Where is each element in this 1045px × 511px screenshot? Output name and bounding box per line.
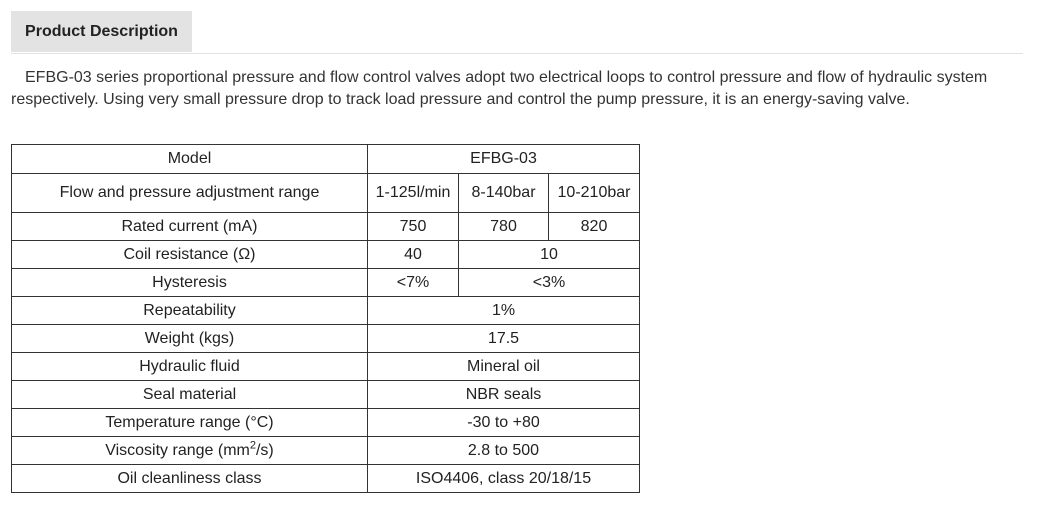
cell-value: 8-140bar <box>459 174 549 213</box>
cell-value: 780 <box>459 213 549 241</box>
table-row <box>12 174 640 213</box>
spec-table <box>11 144 640 493</box>
table-row <box>12 409 640 437</box>
intro-paragraph: EFBG-03 series proportional pressure and flow control valves adopt two electrical loops to control pressure and flow of hydraulic system respectively. Using very small pressure drop to track load pressure and control the pump pressure, it is an energy-saving valve. <box>11 69 988 108</box>
cell-value: 40 <box>368 241 459 269</box>
cell-value: Mineral oil <box>368 353 640 381</box>
row-label: Repeatability <box>12 297 368 325</box>
row-label-viscosity <box>12 437 368 465</box>
table-row <box>12 381 640 409</box>
viscosity-label-superscript: 2 <box>249 439 256 452</box>
cell-value: 1% <box>368 297 640 325</box>
row-label: Hysteresis <box>12 269 368 297</box>
cell-value: NBR seals <box>368 381 640 409</box>
cell-value: 820 <box>549 213 640 241</box>
table-row <box>12 269 640 297</box>
table-row <box>12 353 640 381</box>
table-row <box>12 213 640 241</box>
row-label: Temperature range (°C) <box>12 409 368 437</box>
cell-value: 10 <box>459 241 640 269</box>
row-label: Model <box>12 145 368 174</box>
cell-value: <3% <box>459 269 640 297</box>
table-row <box>12 241 640 269</box>
row-label: Coil resistance (Ω) <box>12 241 368 269</box>
cell-value: 1-125l/min <box>368 174 459 213</box>
cell-value: 10-210bar <box>549 174 640 213</box>
cell-value: EFBG-03 <box>368 145 640 174</box>
row-label: Flow and pressure adjustment range <box>12 174 368 213</box>
row-label: Oil cleanliness class <box>12 465 368 493</box>
row-label: Weight (kgs) <box>12 325 368 353</box>
table-row <box>12 465 640 493</box>
table-row <box>12 325 640 353</box>
cell-value: -30 to +80 <box>368 409 640 437</box>
table-row <box>12 437 640 465</box>
cell-value: ISO4406, class 20/18/15 <box>368 465 640 493</box>
row-label: Seal material <box>12 381 368 409</box>
cell-value: 2.8 to 500 <box>368 437 640 465</box>
row-label: Rated current (mA) <box>12 213 368 241</box>
viscosity-label-suffix: /s) <box>255 441 274 459</box>
table-row <box>12 297 640 325</box>
cell-value: 750 <box>368 213 459 241</box>
cell-value: 17.5 <box>368 325 640 353</box>
viscosity-label-prefix: Viscosity range (mm <box>105 441 250 459</box>
table-row <box>12 145 640 174</box>
tab-product-description[interactable]: Product Description <box>11 11 192 52</box>
row-label: Hydraulic fluid <box>12 353 368 381</box>
tab-bar <box>11 11 1023 54</box>
cell-value: <7% <box>368 269 459 297</box>
